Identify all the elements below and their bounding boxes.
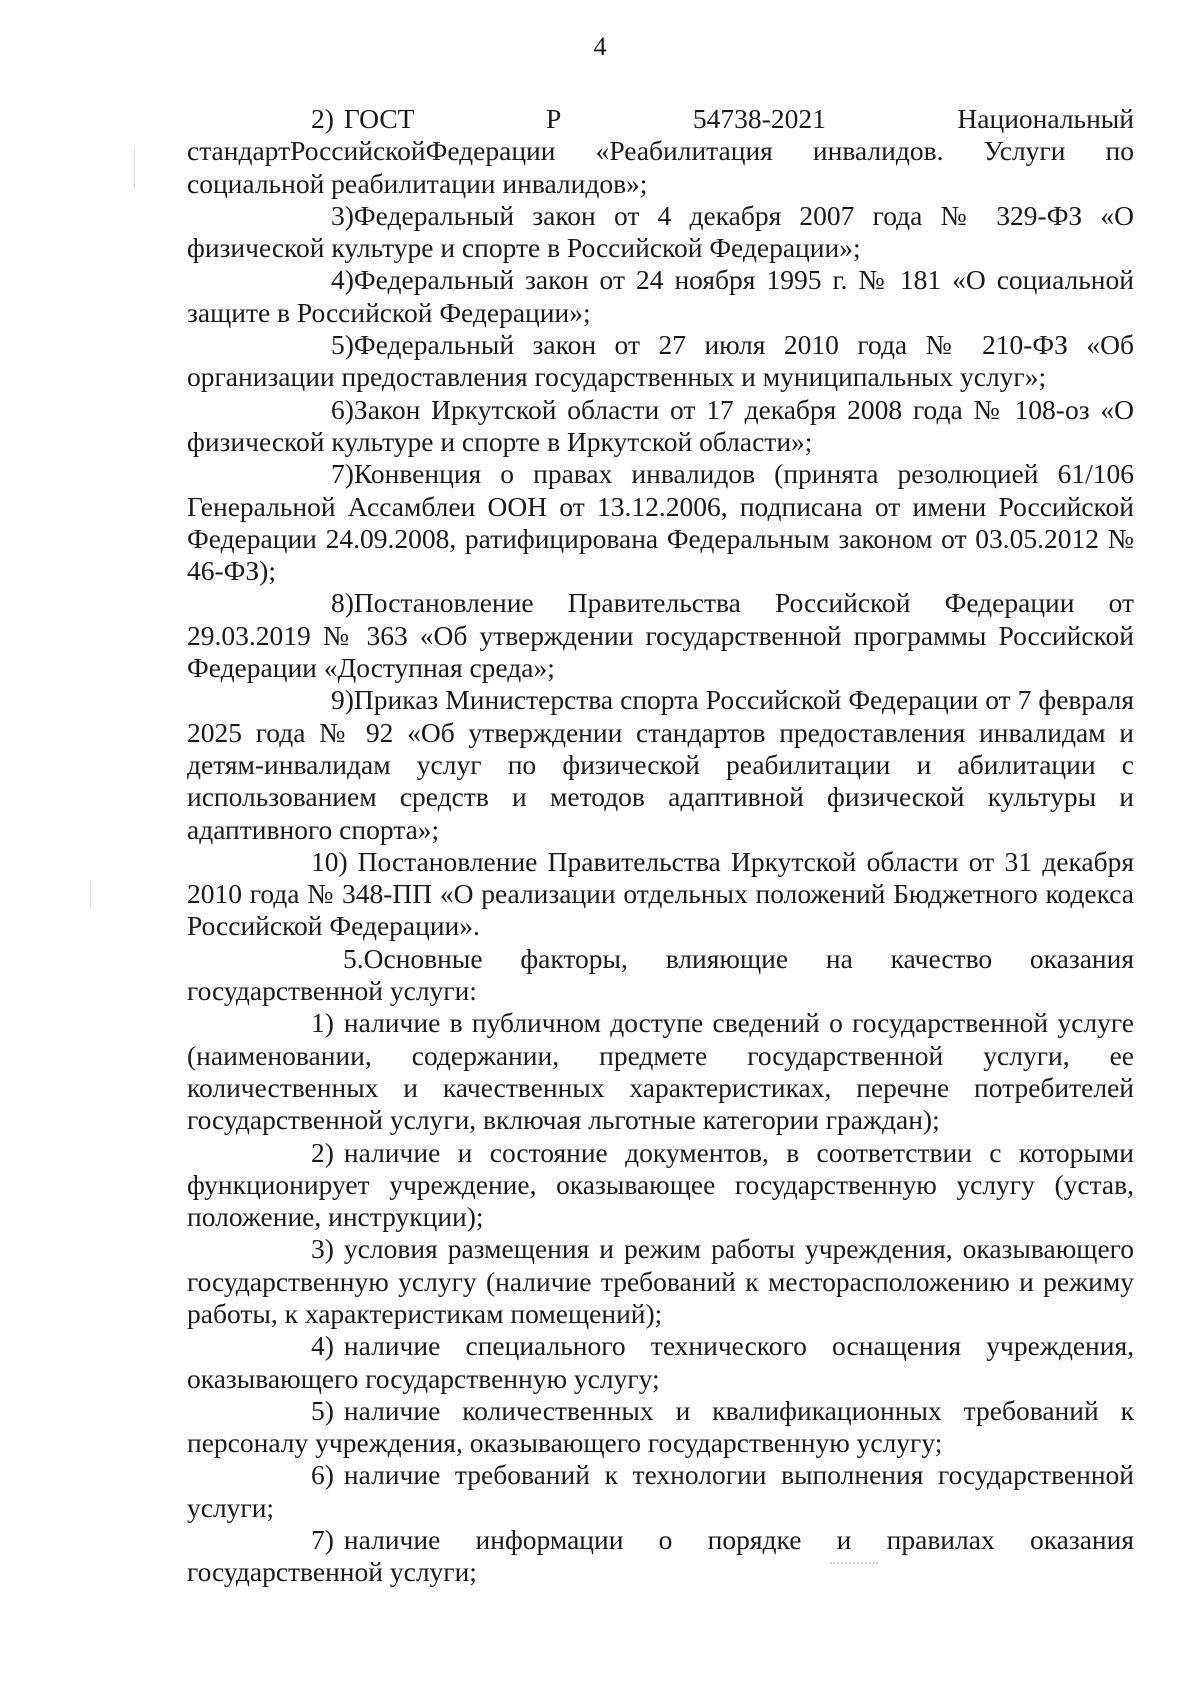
item-number: 6) bbox=[331, 393, 354, 425]
item-number: 4) bbox=[331, 264, 354, 296]
item-number: 6) bbox=[311, 1459, 334, 1491]
item-number: 4) bbox=[311, 1330, 334, 1362]
list-item bbox=[187, 1233, 1134, 1330]
document-body bbox=[187, 103, 1134, 1589]
list-item bbox=[187, 264, 1134, 329]
page-number: 4 bbox=[593, 32, 607, 61]
scan-smudge bbox=[830, 1562, 878, 1570]
list-item bbox=[187, 1330, 1134, 1395]
item-text: Постановление Правительства Российской Федерации от 29.03.2019 № 363 «Об утверждении государственной программы Российской Федерации «Доступная среда»; bbox=[187, 587, 1134, 684]
list-item bbox=[187, 846, 1134, 943]
list-item bbox=[187, 1459, 1134, 1524]
item-number: 3) bbox=[331, 199, 354, 231]
item-text: ГОСТ Р 54738-2021 Национальный стандартРоссийскойФедерации «Реабилитация инвалидов. Услуги по социальной реабилитации инвалидов»; bbox=[187, 103, 1134, 199]
item-text: наличие требований к технологии выполнения государственной услуги; bbox=[187, 1459, 1134, 1523]
list-item bbox=[187, 103, 1134, 200]
item-number: 5) bbox=[331, 329, 354, 361]
scan-margin-mark bbox=[90, 880, 91, 910]
item-text: Федеральный закон от 4 декабря 2007 года № 329-ФЗ «О физической культуре и спорте в Российской Федерации»; bbox=[187, 199, 1134, 264]
item-text: Федеральный закон от 27 июля 2010 года № 210-ФЗ «Об организации предоставления государственных и муниципальных услуг»; bbox=[187, 329, 1134, 393]
item-number: 10) bbox=[311, 845, 348, 877]
item-text: Приказ Министерства спорта Российской Федерации от 7 февраля 2025 года № 92 «Об утверждении стандартов предоставления инвалидам и детям-инвалидам услуг по физической реабилитации и абилитации с использованием средств и методов адаптивной физической культуры и адаптивного спорта»; bbox=[187, 684, 1134, 845]
item-text: условия размещения и режим работы учреждения, оказывающего государственную услугу (наличие требований к месторасположению и режиму работы, к характеристикам помещений); bbox=[187, 1233, 1134, 1329]
item-text: Закон Иркутской области от 17 декабря 2008 года № 108-оз «О физической культуре и спорте в Иркутской области»; bbox=[187, 393, 1134, 457]
list-item bbox=[187, 200, 1134, 265]
item-number: 1) bbox=[311, 1007, 334, 1039]
item-number: 8) bbox=[331, 587, 354, 619]
list-item bbox=[187, 394, 1134, 459]
item-text: наличие и состояние документов, в соответствии с которыми функционирует учреждение, оказывающее государственную услугу (устав, положение, инструкции); bbox=[187, 1136, 1134, 1233]
section-text: Основные факторы, влияющие на качество оказания государственной услуги: bbox=[187, 942, 1134, 1007]
list-item bbox=[187, 1007, 1134, 1136]
list-item bbox=[187, 1395, 1134, 1460]
item-text: наличие количественных и квалификационных требований к персоналу учреждения, оказывающего государственную услугу; bbox=[187, 1394, 1134, 1459]
item-text: наличие информации о порядке и правилах оказания государственной услуги; bbox=[187, 1524, 1134, 1588]
list-item bbox=[187, 329, 1134, 394]
item-number: 7) bbox=[331, 458, 354, 490]
section-heading bbox=[187, 943, 1134, 1008]
item-number: 9) bbox=[331, 684, 354, 716]
item-text: наличие в публичном доступе сведений о государственной услуге (наименовании, содержании, предмете государственной услуги, ее количественных и качественных характеристиках, перечне потребителей государственной услуги, включая льготные категории граждан); bbox=[187, 1007, 1134, 1136]
item-number: 5) bbox=[311, 1394, 334, 1426]
item-number: 2) bbox=[311, 103, 334, 134]
item-text: Постановление Правительства Иркутской области от 31 декабря 2010 года № 348-ПП «О реализации отдельных положений Бюджетного кодекса Российской Федерации». bbox=[187, 845, 1134, 942]
list-item bbox=[187, 458, 1134, 587]
item-text: наличие специального технического оснащения учреждения, оказывающего государственную услугу; bbox=[187, 1330, 1134, 1394]
item-text: Конвенция о правах инвалидов (принята резолюцией 61/106 Генеральной Ассамблеи ООН от 13.12.2006, подписана от имени Российской Федерации 24.09.2008, ратифицирована Федеральным законом от 03.05.2012 № 46-ФЗ); bbox=[187, 458, 1134, 587]
item-number: 7) bbox=[311, 1524, 334, 1556]
list-item bbox=[187, 684, 1134, 845]
item-number: 2) bbox=[311, 1136, 334, 1168]
list-item bbox=[187, 1524, 1134, 1589]
section-number: 5. bbox=[343, 942, 364, 974]
scan-margin-mark bbox=[134, 150, 135, 190]
item-number: 3) bbox=[311, 1233, 334, 1265]
item-text: Федеральный закон от 24 ноября 1995 г. № 181 «О социальной защите в Российской Федерации»; bbox=[187, 264, 1134, 328]
list-item bbox=[187, 1137, 1134, 1234]
list-item bbox=[187, 587, 1134, 684]
